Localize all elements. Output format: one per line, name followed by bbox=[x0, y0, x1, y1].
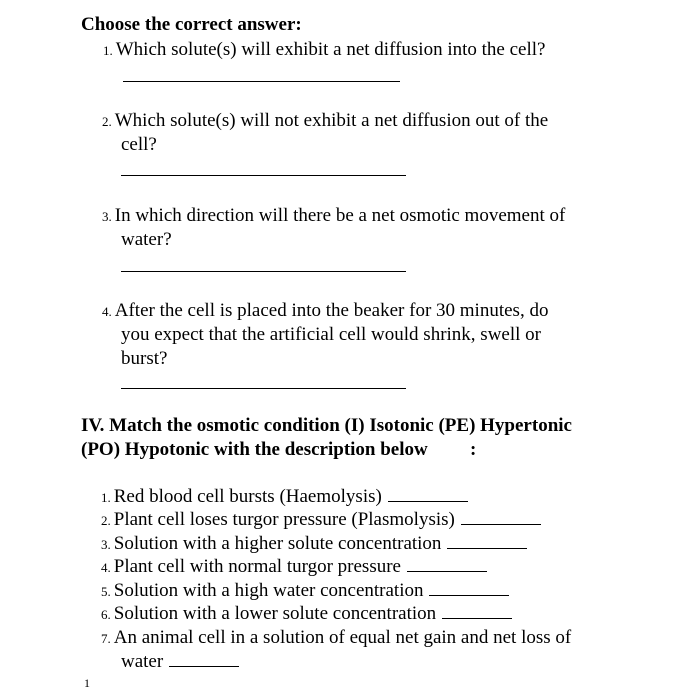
match-item-1 bbox=[101, 485, 468, 509]
match-item-2 bbox=[101, 508, 541, 532]
question-text: Which solute(s) will not exhibit a net diffusion out of the bbox=[114, 110, 549, 131]
match-item-5 bbox=[101, 579, 509, 603]
question-1 bbox=[103, 38, 545, 63]
section-iv-heading-line2: (PO) Hypotonic with the description below bbox=[81, 439, 428, 460]
match-answer-blank[interactable] bbox=[407, 557, 487, 572]
match-number: 7. bbox=[101, 631, 111, 646]
section-iv-heading: IV. Match the osmotic condition (I) Isotonic (PE) Hypertonic bbox=[81, 415, 572, 436]
match-text: Solution with a high water concentration bbox=[113, 580, 424, 601]
question-number: 2. bbox=[102, 114, 112, 129]
match-item-3 bbox=[101, 532, 527, 556]
match-answer-blank[interactable] bbox=[388, 487, 468, 502]
match-answer-blank[interactable] bbox=[461, 510, 541, 525]
match-text: Solution with a higher solute concentration bbox=[113, 533, 442, 554]
section-iv-colon: : bbox=[470, 439, 477, 460]
question-2 bbox=[102, 109, 548, 134]
answer-line-2[interactable] bbox=[121, 175, 406, 176]
question-3 bbox=[102, 204, 565, 229]
match-text: Plant cell loses turgor pressure (Plasmolysis) bbox=[113, 509, 455, 530]
section-heading: Choose the correct answer: bbox=[81, 14, 302, 35]
question-number: 3. bbox=[102, 209, 112, 224]
answer-line-4[interactable] bbox=[121, 388, 406, 389]
question-4-continued-2: burst? bbox=[121, 348, 168, 369]
match-text: Plant cell with normal turgor pressure bbox=[113, 556, 401, 577]
match-text: An animal cell in a solution of equal net gain and net loss of bbox=[113, 627, 572, 648]
match-item-4 bbox=[101, 555, 487, 579]
match-text: Red blood cell bursts (Haemolysis) bbox=[113, 486, 382, 507]
question-4 bbox=[102, 299, 548, 324]
question-text: In which direction will there be a net osmotic movement of bbox=[114, 205, 566, 226]
match-number: 6. bbox=[101, 607, 111, 622]
match-number: 2. bbox=[101, 513, 111, 528]
question-4-continued: you expect that the artificial cell would shrink, swell or bbox=[121, 324, 541, 345]
match-item-7-continued bbox=[121, 650, 239, 673]
match-number: 5. bbox=[101, 584, 111, 599]
match-item-7 bbox=[101, 626, 571, 650]
match-item-6 bbox=[101, 602, 512, 626]
match-text: Solution with a lower solute concentration bbox=[113, 603, 437, 624]
question-2-continued: cell? bbox=[121, 134, 157, 155]
match-number: 1. bbox=[101, 490, 111, 505]
question-number: 1. bbox=[103, 43, 113, 58]
question-text: Which solute(s) will exhibit a net diffusion into the cell? bbox=[115, 39, 546, 60]
match-answer-blank[interactable] bbox=[429, 581, 509, 596]
match-number: 4. bbox=[101, 560, 111, 575]
match-answer-blank[interactable] bbox=[447, 534, 527, 549]
match-text: water bbox=[121, 651, 164, 672]
match-answer-blank[interactable] bbox=[169, 652, 239, 667]
question-3-continued: water? bbox=[121, 229, 172, 250]
answer-line-1[interactable] bbox=[123, 81, 400, 82]
answer-line-3[interactable] bbox=[121, 271, 406, 272]
match-number: 3. bbox=[101, 537, 111, 552]
question-text: After the cell is placed into the beaker for 30 minutes, do bbox=[114, 300, 549, 321]
match-answer-blank[interactable] bbox=[442, 604, 512, 619]
page-number: 1 bbox=[84, 676, 90, 690]
question-number: 4. bbox=[102, 304, 112, 319]
